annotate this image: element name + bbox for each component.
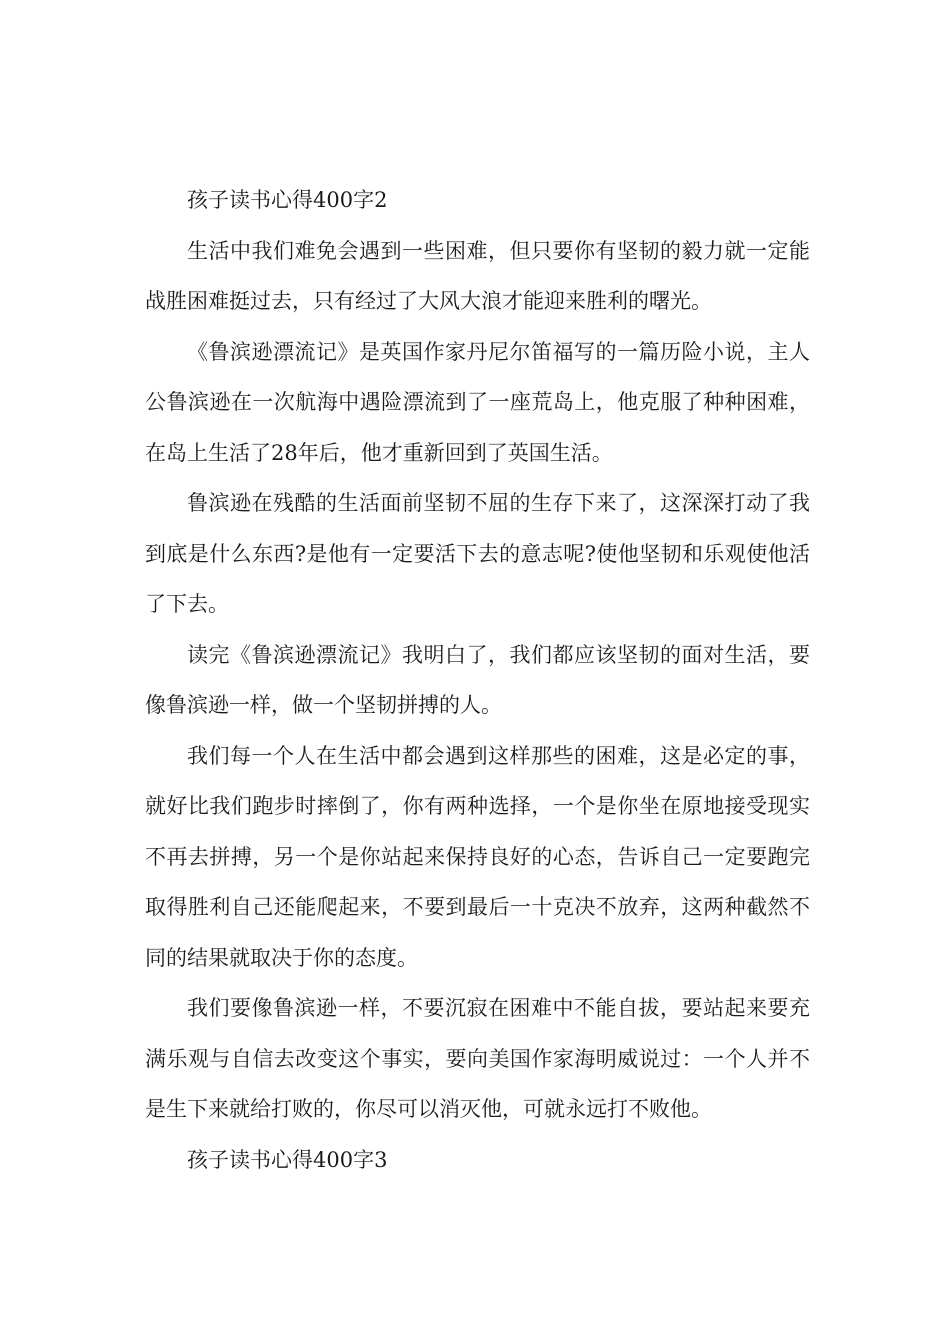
section-heading-3: 孩子读书心得400字3	[187, 1147, 388, 1172]
paragraph-2: 《鲁滨逊漂流记》是英国作家丹尼尔笛福写的一篇历险小说，主人公鲁滨逊在一次航海中遇险漂流到了一座荒岛上，他克服了种种困难，在岛上生活了28年后，他才重新回到了英国生活。	[145, 339, 810, 465]
document-page	[145, 175, 810, 1185]
paragraph-1: 生活中我们难免会遇到一些困难，但只要你有坚韧的毅力就一定能战胜困难挺过去，只有经过了大风大浪才能迎来胜利的曙光。	[145, 238, 810, 313]
paragraph-4: 读完《鲁滨逊漂流记》我明白了，我们都应该坚韧的面对生活，要像鲁滨逊一样，做一个坚韧拼搏的人。	[145, 642, 810, 717]
paragraph-3: 鲁滨逊在残酷的生活面前坚韧不屈的生存下来了，这深深打动了我到底是什么东西?是他有一定要活下去的意志呢?使他坚韧和乐观使他活了下去。	[145, 491, 810, 616]
paragraph-5: 我们每一个人在生活中都会遇到这样那些的困难，这是必定的事，就好比我们跑步时摔倒了，你有两种选择，一个是你坐在原地接受现实不再去拼搏，另一个是你站起来保持良好的心态，告诉自己一定要跑完取得胜利自己还能爬起来，不要到最后一十克决不放弃，这两种截然不同的结果就取决于你的态度。	[145, 743, 810, 970]
section-heading-2: 孩子读书心得400字2	[187, 188, 388, 212]
paragraph-6: 我们要像鲁滨逊一样，不要沉寂在困难中不能自拔，要站起来要充满乐观与自信去改变这个事实，要向美国作家海明威说过：一个人并不是生下来就给打败的，你尽可以消灭他，可就永远打不败他。	[145, 996, 810, 1121]
